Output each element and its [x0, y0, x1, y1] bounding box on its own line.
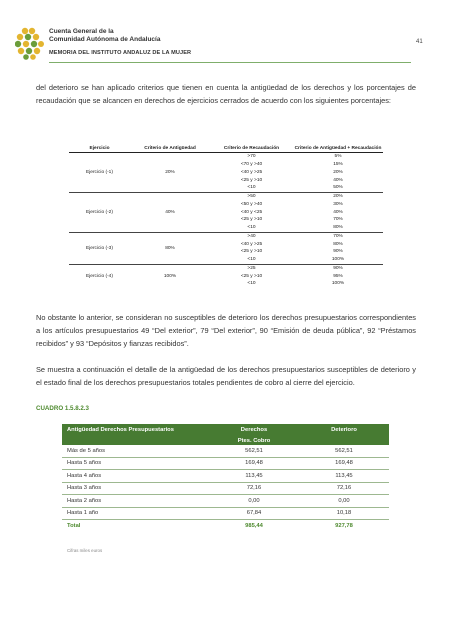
row-derechos: 72,16 [209, 482, 299, 495]
table-row [62, 482, 389, 495]
criteria-recaudacion: <10 [247, 185, 256, 191]
criteria-recaudacion: >40 [210, 232, 293, 240]
organization-name [49, 28, 160, 43]
total-row [62, 520, 389, 532]
criteria-recaudacion: <25 y >10 [240, 249, 263, 255]
row-deterioro: 113,45 [299, 470, 389, 483]
criteria-porcentaje: 100% [331, 281, 345, 287]
row-label: Hasta 1 año [62, 507, 209, 520]
row-label: Hasta 4 años [62, 470, 209, 483]
row-label: Hasta 2 años [62, 495, 209, 508]
table-row [62, 457, 389, 470]
page-number: 41 [416, 39, 423, 45]
criteria-porcentaje: 90% [293, 264, 383, 272]
aging-header-row [62, 424, 389, 436]
criteria-porcentaje: 20% [333, 169, 343, 175]
criteria-porcentaje: 40% [333, 177, 343, 183]
criteria-recaudacion: <25 y >10 [240, 217, 263, 223]
criteria-porcentaje: 70% [333, 217, 343, 223]
paragraph-intro: del deterioro se han aplicado criterios que tienen en cuenta la antigüedad de los derechos y los porcentajes de recaudación que se alcancen en derechos de ejercicios cerrados de acuerdo con los siguientes porcentajes: [36, 83, 416, 106]
criteria-porcentaje: 80% [333, 225, 343, 231]
criteria-recaudacion: <70 y >40 [240, 162, 263, 168]
criteria-ejercicio: Ejercicio (-3) [69, 232, 130, 264]
criteria-antiguedad: 40% [130, 192, 210, 232]
aging-subheader-row [62, 436, 389, 445]
aging-header-col2: Derechos [209, 424, 299, 436]
logo-icon [15, 26, 45, 60]
cuadro-title: CUADRO 1.5.8.2.3 [36, 405, 89, 412]
row-deterioro: 0,00 [299, 495, 389, 508]
criteria-recaudacion: >25 [210, 264, 293, 272]
row-label: Hasta 5 años [62, 457, 209, 470]
row-deterioro: 10,18 [299, 507, 389, 520]
criteria-recaudacion: <40 y >25 [240, 241, 263, 247]
criteria-ejercicio: Ejercicio (-4) [69, 264, 130, 288]
units-note: Cifras miles euros [67, 548, 103, 553]
row-derechos: 562,51 [209, 445, 299, 457]
criteria-ejercicio: Ejercicio (-1) [86, 169, 113, 175]
row-deterioro: 169,48 [299, 457, 389, 470]
org-line-1: Cuenta General de la [49, 28, 114, 35]
criteria-row [69, 232, 383, 240]
criteria-porcentaje: 70% [293, 232, 383, 240]
paragraph-detail: Se muestra a continuación el detalle de la antigüedad de los derechos presupuestarios susceptibles de deterioro y el estado final de los derechos presupuestarios totales pendientes de cobro al cierre del ejercicio. [36, 365, 416, 388]
row-derechos: 169,48 [209, 457, 299, 470]
aging-subheader-empty [62, 436, 209, 445]
aging-subheader-col2: Ptes. Cobro [209, 436, 299, 445]
total-label: Total [67, 522, 81, 529]
criteria-recaudacion: >70 [247, 154, 256, 160]
total-deterioro: 927,78 [335, 522, 353, 529]
criteria-table [69, 144, 383, 288]
row-label: Hasta 3 años [62, 482, 209, 495]
table-row [62, 495, 389, 508]
criteria-porcentaje: 5% [334, 154, 342, 160]
section-title: MEMORIA DEL INSTITUTO ANDALUZ DE LA MUJER [49, 50, 192, 56]
criteria-porcentaje: 50% [333, 185, 343, 191]
criteria-antiguedad: 20% [165, 169, 175, 175]
criteria-porcentaje: 20% [293, 192, 383, 200]
criteria-row [69, 192, 383, 200]
criteria-header: Criterio de Recaudación [210, 144, 293, 153]
table-row [62, 445, 389, 457]
row-deterioro: 562,51 [299, 445, 389, 457]
criteria-porcentaje: 40% [333, 209, 343, 215]
aging-subheader-empty [299, 436, 389, 445]
criteria-recaudacion: <10 [247, 281, 256, 287]
criteria-body [69, 153, 383, 288]
criteria-row [69, 153, 383, 161]
aging-header-col3: Deterioro [299, 424, 389, 436]
total-derechos: 985,44 [245, 522, 263, 529]
paragraph-exclusions: No obstante lo anterior, se consideran no susceptibles de deterioro los derechos presupuestarios correspondientes a los artículos presupuestarios 49 “Del exterior”, 79 “Del exterior”, 90 “Emisión de deuda pública”, 92 “Préstamos recibidos” y 93 “Depósitos y fianzas recibidos”. [36, 313, 416, 349]
criteria-header: Criterio de Antigüedad [130, 144, 210, 153]
criteria-antiguedad: 80% [130, 232, 210, 264]
criteria-recaudacion: <10 [247, 225, 256, 231]
criteria-recaudacion: <40 y >25 [240, 169, 263, 175]
criteria-porcentaje: 80% [333, 241, 343, 247]
criteria-porcentaje: 15% [333, 162, 343, 168]
criteria-recaudacion: <10 [247, 257, 256, 263]
table-row [62, 470, 389, 483]
criteria-row [69, 264, 383, 272]
aging-body [62, 445, 389, 532]
row-label: Más de 5 años [62, 445, 209, 457]
criteria-porcentaje: 90% [333, 249, 343, 255]
criteria-recaudacion: >50 [210, 192, 293, 200]
table-row [62, 507, 389, 520]
aging-header-col1: Antigüedad Derechos Presupuestarios [62, 424, 209, 436]
criteria-recaudacion: <25 y >10 [240, 273, 263, 279]
criteria-porcentaje: 100% [331, 257, 345, 263]
org-line-2: Comunidad Autónoma de Andalucía [49, 35, 161, 43]
criteria-porcentaje: 95% [333, 273, 343, 279]
criteria-header-row [69, 144, 383, 153]
criteria-recaudacion: <50 y >40 [240, 201, 263, 207]
criteria-antiguedad: 100% [130, 264, 210, 288]
criteria-ejercicio: Ejercicio (-2) [69, 192, 130, 232]
criteria-recaudacion: <40 y <25 [240, 209, 263, 215]
aging-table [62, 424, 389, 532]
row-derechos: 0,00 [209, 495, 299, 508]
row-deterioro: 72,16 [299, 482, 389, 495]
criteria-recaudacion: <25 y >10 [240, 177, 263, 183]
row-derechos: 67,84 [209, 507, 299, 520]
header-divider [49, 62, 411, 63]
criteria-header: Ejercicio [69, 144, 130, 153]
row-derechos: 113,45 [209, 470, 299, 483]
criteria-header: Criterio de Antigüedad + Recaudación [294, 145, 382, 151]
criteria-porcentaje: 30% [333, 201, 343, 207]
